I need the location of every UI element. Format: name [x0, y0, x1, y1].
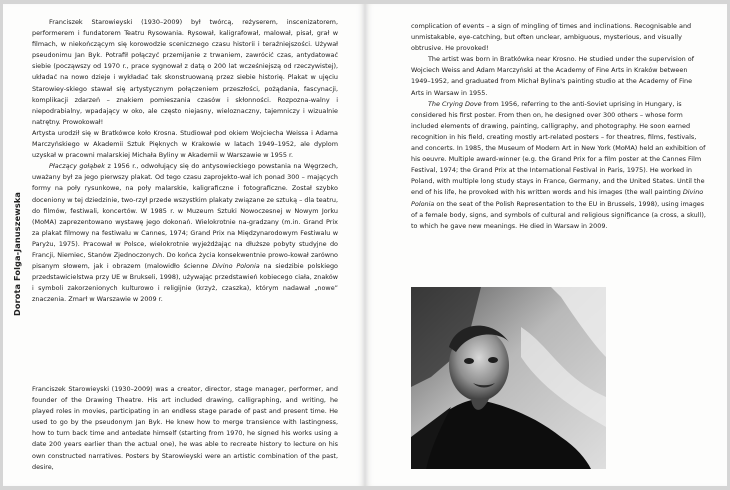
author-name: Dorota Folga-Januszewska — [12, 191, 22, 317]
polish-poster-title: Płaczący gołąbek — [49, 162, 105, 171]
polish-paragraph-1: Franciszek Starowieyski (1930–2009) był twórcą, reżyserem, inscenizatorem, performerem i fundatorem Teatru Rysowania. Rysował, kaligrafował, malował, pisał, grał w filmach, w niekończącym się korowodzie scenicznego czasu historii i teraźniejszości. Używał pseudonimu Jan Byk. Potrafił połączyć przemijanie z trwaniem, zawrócić czas, antydatować siebie (począwszy od 1970 r., prace sygnował z datą o 200 lat wcześniejszą od rzeczywistej), układać na nowo dzieje i wykładać tak skonstruowaną przez siebie historię. Plakat w ujęciu Starowiey-skiego stawał się artystycznym połączeniem przeszłości, pożądania, fascynacji, komplikacji zdarzeń – znakiem pomieszania czasów i skłonności. Rozpozna-walny i niepodrabialny, wpadający w oko, ale często niejasny, wieloznaczny, tajemniczy i wizualnie natrętny. Prowokował! — [32, 18, 338, 126]
english-paragraph-1-cont: complication of events – a sign of mingling of times and inclinations. Recognisable and unmistakable, eye-catching, but often unclear, ambiguous, mysterious, and visually obtrusive. He provoked! — [411, 22, 692, 53]
polish-text — [32, 17, 338, 305]
english-paragraph-3-body: from 1956, referring to the anti-Soviet uprising in Hungary, is considered his first poster. From then on, he designed over 300 others – whose form included elements of drawing, painting, calligraphy, and photography. He soon earned recognition in his field, creating mostly art-related posters – for theatres, films, festivals, and concerts. In 1985, the Museum of Modern Art in New York (MoMA) held an exhibition of his oeuvre. Multiple award-winner (e.g. the Grand Prix for a film poster at the Cannes Film Festival, 1974; the Grand Prix at the International Festival in Paris, 1975). He worked in Poland, with multiple long study stays in France, Germany, and the United States. Until the end of his life, he provoked with his written words and his images (the wall painting — [411, 99, 706, 197]
polish-paragraph-2: Artysta urodził się w Bratkówce koło Krosna. Studiował pod okiem Wojciecha Weissa i Adama Marczyńskiego w Akademii Sztuk Pięknych w Krakowie w latach 1949–1952, ale dyplom uzyskał w pracowni malarskiej Michała Byliny w Akademii w Warszawie w 1955 r. — [32, 128, 338, 160]
english-paragraph-1: Franciszek Starowieyski (1930–2009) was a creator, director, stage manager, performer, and founder of the Drawing Theatre. His art included drawing, calligraphing, and writing, he played roles in movies, participating in an endless stage parade of past and present time. He used to go by the pseudonym Jan Byk. He knew how to merge transience with lastingness, how to turn back time and antedate himself (starting from 1970, he signed his works using a date 200 years earlier than the actual one), he was able to recreate history to lecture on his own constructed narratives. Posters by Starowieyski were an artistic combination of the past, desire, — [32, 385, 338, 471]
english-text-left — [32, 384, 338, 473]
english-paragraph-2: The artist was born in Bratkówka near Krosno. He studied under the supervision of Wojciech Weiss and Adam Marczyński at the Academy of Fine Arts in Kraków between 1949–1952, and graduated from Michał Bylina's painting studio at the Academy of Fine Arts in Warsaw in 1955. — [411, 55, 695, 97]
polish-paragraph-3-body: z 1956 r., odwołujący się do antysowieckiego powstania na Węgrzech, uważany był za jego pierwszy plakat. Od tego czasu zaprojekto-wał ich ponad 300 – mających formy na poły rysunkowe, na poły malarskie, kaligraficzne i fotograficzne. Został szybko doceniony w tej dziedzinie, two-rzył przede wszystkim plakaty związane ze sztuką – dla teatru, do filmów, festiwali, koncertów. W 1985 r. w Muzeum Sztuki Nowoczesnej w Nowym Jorku (MoMA) zaprezentowano wystawę jego dokonań. Wielokrotnie na-gradzany (m.in. Grand Prix za plakat filmowy na festiwalu w Cannes, 1974; Grand Prix na Międzynarodowym Festiwalu w Paryżu, 1975). Pracował w Polsce, wielokrotnie wyjeżdżając na dłuższe pobyty studyjne do Francji, Niemiec, Stanów Zjednoczonych. Do końca życia konsekwentnie prowo-kował zarówno pisanym słowem, jak i obrazem (malowidło ścienne — [32, 162, 338, 271]
polish-mural-title: Divino Polonia — [212, 262, 260, 271]
english-text-right — [411, 21, 706, 232]
artist-portrait-photo — [411, 287, 606, 469]
polish-paragraph-3 — [32, 161, 338, 305]
english-poster-title: The Crying Dove — [428, 99, 482, 108]
portrait-photo-icon — [411, 287, 606, 469]
english-mural-title: Divino Polonia — [411, 188, 704, 208]
polish-paragraph-3-tail: na siedzibie polskiego przedstawicielstwa przy UE w Brukseli, 1998), używając przedstawień kobiecego ciała, znaków i symboli zakorzenionych kulturowo i religijnie (krzyż, czaszka), którym nadawał „nowe” znaczenia. Zmarł w Warszawie w 2009 r. — [32, 262, 338, 304]
left-page — [3, 4, 365, 486]
author-sidebar — [10, 191, 24, 317]
english-paragraph-3-tail: on the seat of the Polish Representation to the EU in Brussels, 1998), using images of a female body, signs, and symbols of cultural and religious significance (a cross, a skull), to which he gave new meanings. He died in Warsaw in 2009. — [411, 199, 706, 230]
english-paragraph-3 — [411, 99, 706, 232]
right-page — [365, 4, 727, 486]
